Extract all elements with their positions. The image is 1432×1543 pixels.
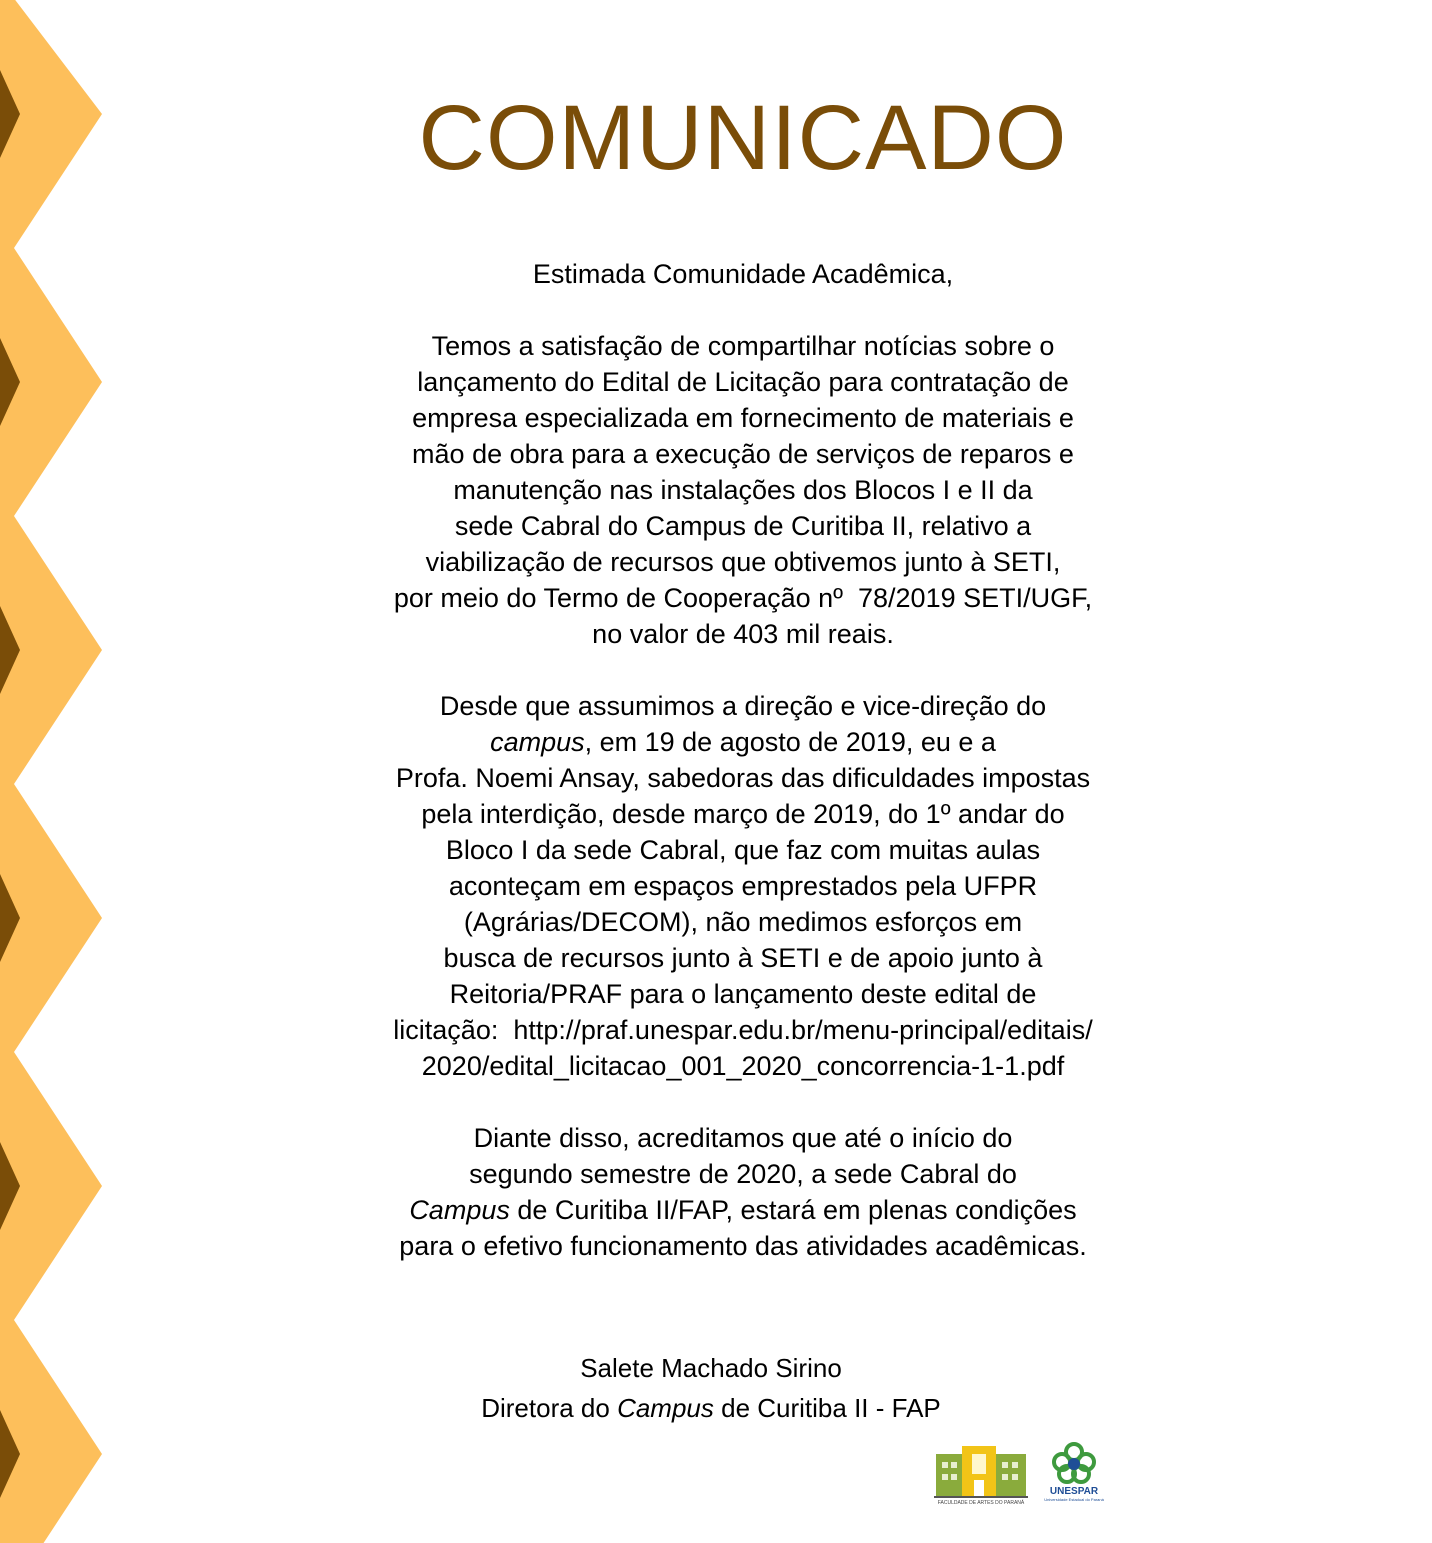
- zigzag-border-decoration: [0, 0, 110, 1543]
- paragraph-line: [330, 1012, 1156, 1048]
- paragraph-line: Bloco I da sede Cabral, que faz com muitas aulas: [445, 835, 1041, 865]
- paragraph-line: para o efetivo funcionamento das atividades acadêmicas.: [399, 1231, 1087, 1261]
- paragraph-line: mão de obra para a execução de serviços de reparos e: [412, 439, 1074, 469]
- paragraph-line: aconteçam em espaços emprestados pela UFPR: [448, 871, 1038, 901]
- paragraph-line: por meio do Termo de Cooperação nº 78/2019 SETI/UGF,: [393, 583, 1093, 613]
- unespar-name: UNESPAR: [1049, 1486, 1099, 1497]
- fap-logo: [934, 1446, 1028, 1506]
- paragraph-line: Profa. Noemi Ansay, sabedoras das dificuldades impostas: [395, 763, 1091, 793]
- paragraph-line: [330, 1192, 1156, 1228]
- paragraph-line: [330, 724, 1156, 760]
- paragraph-line: Diante disso, acreditamos que até o início do: [473, 1123, 1013, 1153]
- paragraph-direcao: [330, 688, 1156, 1084]
- paragraph-line: (Agrárias/DECOM), não medimos esforços em: [463, 907, 1023, 937]
- institution-logos: [934, 1438, 1109, 1508]
- role-text: Diretora do: [481, 1393, 618, 1423]
- signature-role: [330, 1388, 1092, 1428]
- paragraph-line: Temos a satisfação de compartilhar notícias sobre o: [431, 331, 1055, 361]
- signature-block: [330, 1348, 1092, 1428]
- paragraph-line: Reitoria/PRAF para o lançamento deste edital de: [449, 979, 1037, 1009]
- paragraph-text: , em 19 de agosto de 2019, eu e a: [584, 727, 996, 757]
- zigzag-orange-band: [0, 0, 102, 1543]
- paragraph-text: de Curitiba II/FAP, estará em plenas condições: [509, 1195, 1077, 1225]
- paragraph-line: viabilização de recursos que obtivemos junto à SETI,: [425, 547, 1061, 577]
- paragraph-line: segundo semestre de 2020, a sede Cabral do: [469, 1159, 1017, 1189]
- paragraph-previsao: [330, 1120, 1156, 1264]
- paragraph-line: empresa especializada em fornecimento de materiais e: [412, 403, 1074, 433]
- greeting: Estimada Comunidade Acadêmica,: [532, 259, 954, 289]
- italic-campus: Campus: [617, 1393, 714, 1423]
- role-text: de Curitiba II - FAP: [713, 1393, 941, 1423]
- paragraph-line: manutenção nas instalações dos Blocos I e II da: [453, 475, 1033, 505]
- edital-url-part1[interactable]: http://praf.unespar.edu.br/menu-principal/editais/: [513, 1015, 1093, 1045]
- fap-caption: FACULDADE DE ARTES DO PARANÁ: [937, 1500, 1025, 1506]
- link-prefix: licitação:: [393, 1015, 514, 1045]
- paragraph-line: lançamento do Edital de Licitação para contratação de: [417, 367, 1069, 397]
- page-title: COMUNICADO: [418, 87, 1068, 189]
- italic-campus: campus: [490, 727, 585, 757]
- paragraph-line: sede Cabral do Campus de Curitiba II, relativo a: [454, 511, 1032, 541]
- signature-name: Salete Machado Sirino: [580, 1353, 842, 1383]
- italic-campus: Campus: [409, 1195, 510, 1225]
- paragraph-edital: [330, 328, 1156, 652]
- paragraph-line: no valor de 403 mil reais.: [592, 619, 894, 649]
- unespar-caption: Universidade Estadual do Paraná: [1044, 1497, 1104, 1502]
- edital-url-part2[interactable]: 2020/edital_licitacao_001_2020_concorrencia-1-1.pdf: [421, 1051, 1065, 1081]
- unespar-logo: [1044, 1444, 1104, 1502]
- paragraph-line: Desde que assumimos a direção e vice-direção do: [439, 691, 1047, 721]
- paragraph-line: busca de recursos junto à SETI e de apoio junto à: [443, 943, 1043, 973]
- announcement-body: [330, 256, 1156, 1264]
- paragraph-line: pela interdição, desde março de 2019, do 1º andar do: [421, 799, 1065, 829]
